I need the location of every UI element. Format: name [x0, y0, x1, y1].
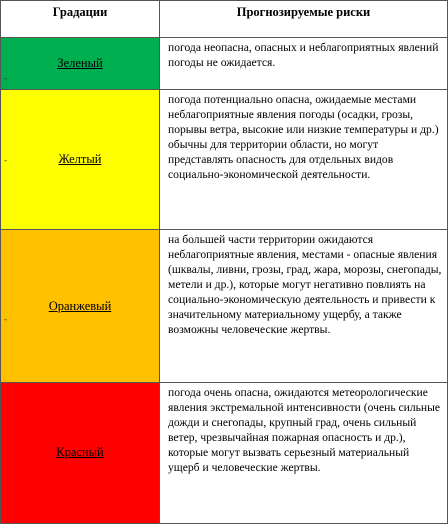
- cell-mark: -: [4, 313, 7, 324]
- grade-cell-red: [1, 382, 160, 523]
- risk-description-yellow: погода потенциально опасна, ожидаемые местами неблагоприятные явления погоды (осадки, грозы, порывы ветра, высокие или низкие температуры и др.) обычны для территории области, но могут представлять опасность для отдельных видов социально-экономической деятельности.: [160, 90, 448, 230]
- grade-label-green: Зеленый: [57, 55, 103, 70]
- risk-description-red: погода очень опасна, ожидаются метеорологические явления экстремальной интенсивности (очень сильные дожди и снегопады, крупный град, очень сильный ветер, чрезвычайная пожарная опасность и др.), которые могут вызвать серьезный материальный ущерб и человеческие жертвы.: [160, 382, 448, 523]
- header-forecast-risks: Прогнозируемые риски: [160, 1, 448, 38]
- table-row: [1, 230, 448, 382]
- table-row: [1, 90, 448, 230]
- grade-label-orange: Оранжевый: [48, 298, 112, 313]
- table-row: [1, 382, 448, 523]
- grade-cell-yellow: [1, 90, 160, 230]
- table-header-row: [1, 1, 448, 38]
- grade-label-yellow: Желтый: [58, 152, 102, 167]
- grade-label-red: Красный: [56, 445, 104, 460]
- grade-cell-green: [1, 37, 160, 90]
- header-gradation: Градации: [1, 1, 160, 38]
- risk-description-orange: на большей части территории ожидаются неблагоприятные явления, местами - опасные явления (шквалы, ливни, грозы, град, жара, морозы, снегопады, метели и др.), которые могут негативно повлиять на социально-экономическую деятельность и привести к значительному материальному ущербу, а также возможны человеческие жертвы.: [160, 230, 448, 382]
- risk-description-green: погода неопасна, опасных и неблагоприятных явлений погоды не ожидается.: [160, 37, 448, 90]
- cell-mark: -: [4, 155, 7, 166]
- cell-mark: -: [4, 73, 7, 84]
- table-row: [1, 37, 448, 90]
- grade-cell-orange: [1, 230, 160, 382]
